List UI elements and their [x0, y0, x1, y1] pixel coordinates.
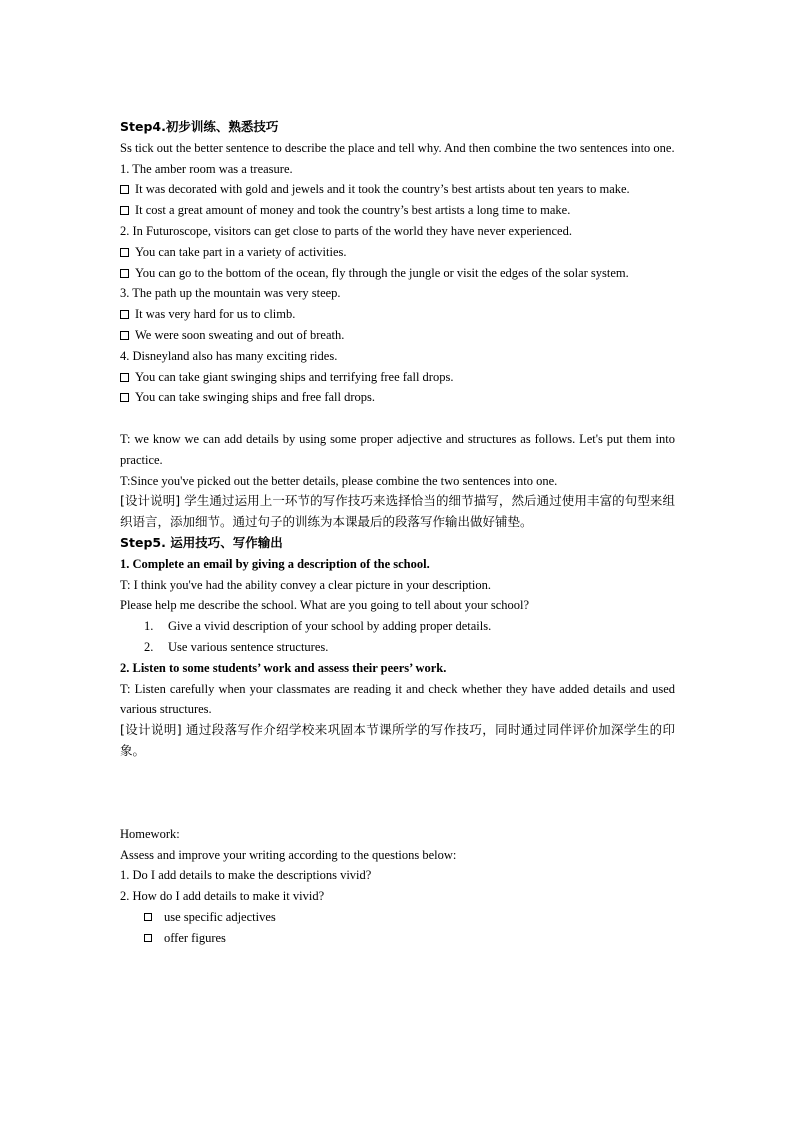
item-stem: 2. In Futuroscope, visitors can get close to parts of the world they have never experienced. [120, 223, 572, 238]
design-note: [设计说明] 通过段落写作介绍学校来巩固本节课所学的写作技巧，同时通过同伴评价加深学生的印象。 [120, 722, 675, 758]
homework-intro: Assess and improve your writing according to the questions below: [120, 847, 457, 862]
homework-check-item: use specific adjectives [120, 907, 675, 928]
step4-item-4 [120, 346, 675, 408]
checkbox-icon[interactable] [144, 934, 152, 942]
task-2: 2. Listen to some students’ work and assess their peers’ work. [120, 660, 447, 675]
step5-heading: Step5. 运用技巧、写作输出 [120, 534, 283, 550]
checkbox-icon[interactable] [144, 913, 152, 921]
teacher-line: T: Listen carefully when your classmates are reading it and check whether they have added details and used various structures. [120, 681, 675, 717]
step4-item-1 [120, 159, 675, 221]
homework-title: Homework: [120, 826, 180, 841]
teacher-line: Please help me describe the school. What are you going to tell about your school? [120, 598, 530, 613]
checkbox-icon[interactable] [120, 331, 129, 340]
option: You can take giant swinging ships and terrifying free fall drops. [120, 367, 675, 388]
task-1: 1. Complete an email by giving a description of the school. [120, 556, 430, 571]
option: You can take swinging ships and free fall drops. [120, 387, 675, 408]
checkbox-icon[interactable] [120, 206, 129, 215]
checkbox-icon[interactable] [120, 310, 129, 319]
teacher-line: T: I think you've had the ability convey a clear picture in your description. [120, 577, 491, 592]
item-stem: 1. The amber room was a treasure. [120, 161, 293, 176]
checkbox-icon[interactable] [120, 248, 129, 257]
option: It cost a great amount of money and took the country’s best artists a long time to make. [120, 200, 675, 221]
step4-heading: Step4.初步训练、熟悉技巧 [120, 119, 279, 134]
homework-check-item: offer figures [120, 928, 675, 949]
option: You can go to the bottom of the ocean, fly through the jungle or visit the edges of the solar system. [120, 263, 675, 284]
checkbox-icon[interactable] [120, 269, 129, 278]
checkbox-icon[interactable] [120, 373, 129, 382]
design-note: [设计说明] 学生通过运用上一环节的写作技巧来选择恰当的细节描写，然后通过使用丰富的句型来组织语言，添加细节。通过句子的训练为本课最后的段落写作输出做好铺垫。 [120, 493, 675, 530]
homework-question-2: 2. How do I add details to make it vivid? [120, 889, 325, 904]
list-item: 1. Give a vivid description of your school by adding proper details. [144, 619, 492, 634]
option: It was decorated with gold and jewels and it took the country’s best artists about ten years to make. [120, 179, 675, 200]
teacher-line: T: we know we can add details by using some proper adjective and structures as follows. Let's put them into practice. [120, 431, 675, 467]
teacher-line: T:Since you've picked out the better details, please combine the two sentences into one. [120, 473, 558, 488]
option: You can take part in a variety of activities. [120, 242, 675, 263]
step4-instruction: Ss tick out the better sentence to describe the place and tell why. And then combine the two sentences into one. [120, 140, 675, 155]
item-stem: 3. The path up the mountain was very steep. [120, 286, 341, 301]
option: We were soon sweating and out of breath. [120, 325, 675, 346]
homework-question-1: 1. Do I add details to make the descriptions vivid? [120, 868, 372, 883]
list-item: 2. Use various sentence structures. [144, 639, 329, 654]
checkbox-icon[interactable] [120, 185, 129, 194]
step4-item-3 [120, 283, 675, 345]
document-page [120, 117, 675, 948]
step4-item-2 [120, 221, 675, 283]
checkbox-icon[interactable] [120, 393, 129, 402]
item-stem: 4. Disneyland also has many exciting rides. [120, 348, 338, 363]
option: It was very hard for us to climb. [120, 304, 675, 325]
